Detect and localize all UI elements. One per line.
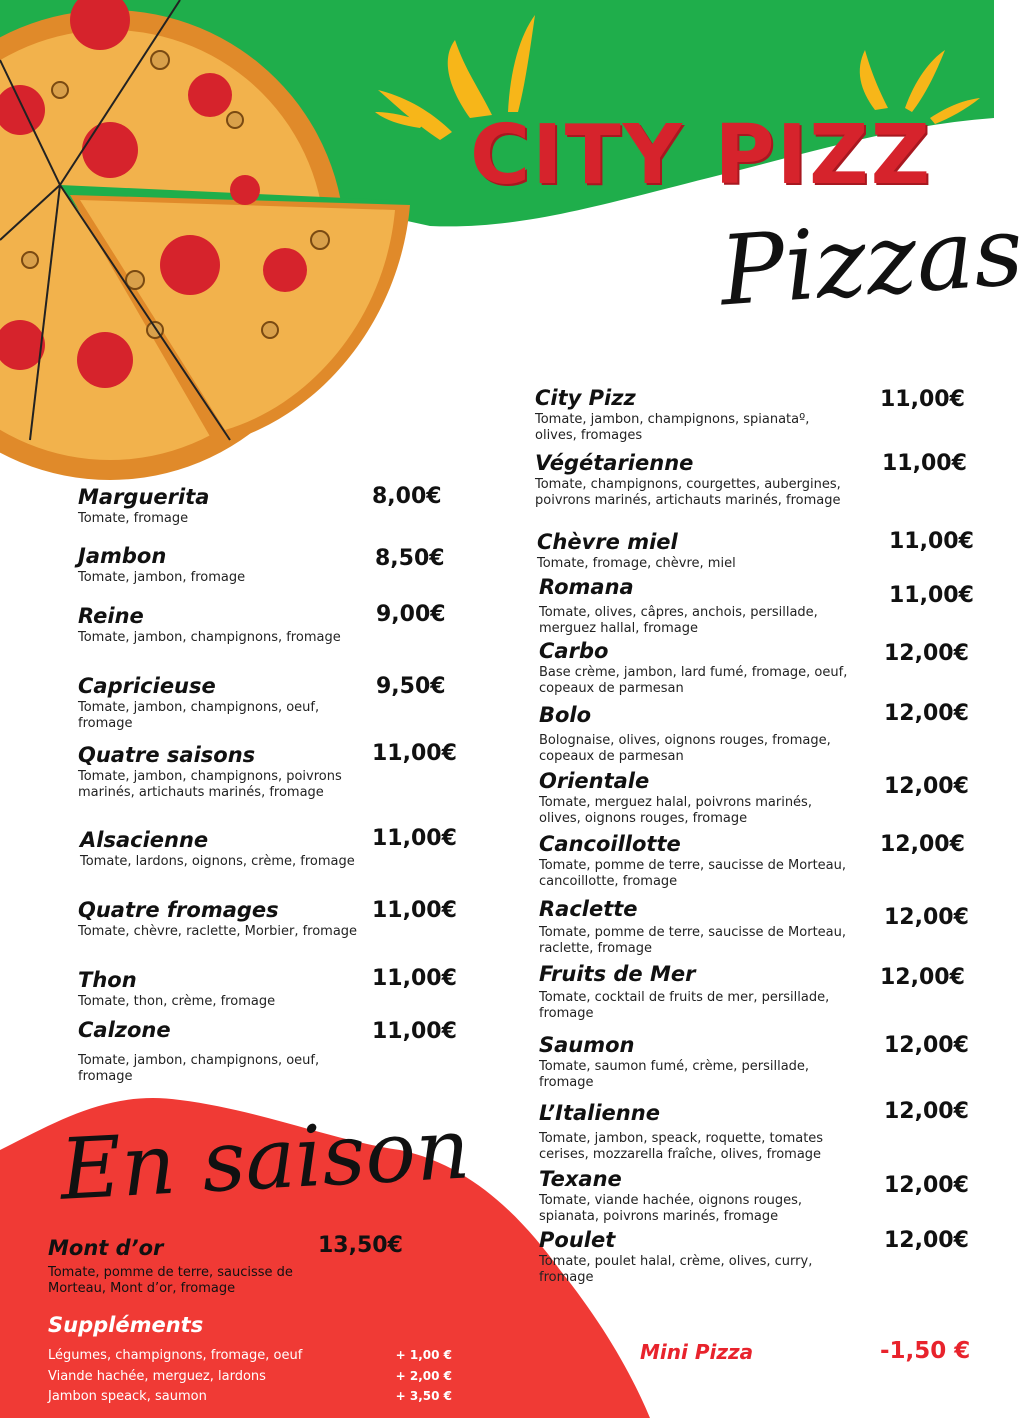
item-price: 12,00€	[884, 1173, 969, 1198]
supplement-label: Légumes, champignons, fromage, oeuf	[48, 1348, 303, 1363]
menu-item	[80, 827, 360, 870]
item-desc: Tomate, pomme de terre, saucisse de Morteau, Mont d’or, fromage	[48, 1265, 293, 1296]
item-desc: Tomate, pomme de terre, saucisse de Morteau, cancoillotte, fromage	[539, 858, 846, 889]
item-desc: Tomate, jambon, champignons, oeuf, fromage	[78, 700, 320, 731]
item-price: 9,50€	[376, 674, 446, 699]
menu-item	[535, 385, 845, 444]
supplement-row	[48, 1348, 452, 1363]
supplement-price: + 2,00 €	[395, 1369, 452, 1383]
item-desc: Tomate, jambon, champignons, spianataº, olives, fromages	[535, 412, 810, 443]
item-desc: Tomate, champignons, courgettes, aubergines, poivrons marinés, artichauts marinés, fromage	[535, 477, 841, 508]
item-name: Mont d’or	[48, 1236, 164, 1260]
supplements-title: Suppléments	[48, 1313, 204, 1337]
item-name: Quatre saisons	[78, 743, 256, 767]
item-price: 12,00€	[884, 774, 969, 799]
item-desc: Tomate, cocktail de fruits de mer, persillade, fromage	[539, 990, 830, 1021]
item-desc: Tomate, lardons, oignons, crème, fromage	[80, 854, 355, 869]
item-name: Capricieuse	[78, 674, 216, 698]
item-name: Thon	[78, 968, 137, 992]
item-desc: Tomate, jambon, fromage	[78, 570, 246, 585]
menu-item	[78, 742, 358, 801]
item-name: Reine	[78, 604, 144, 628]
item-name: Orientale	[539, 769, 650, 793]
item-name: Calzone	[78, 1018, 171, 1042]
season-item	[48, 1235, 338, 1297]
item-desc: Base crème, jambon, lard fumé, fromage, oeuf, copeaux de parmesan	[539, 665, 848, 696]
item-name: Romana	[539, 575, 634, 599]
subtitle: Pizzas	[716, 194, 1027, 328]
item-desc: Tomate, poulet halal, crème, olives, curry, fromage	[539, 1254, 813, 1285]
menu-item	[537, 529, 847, 572]
menu-item	[539, 1100, 849, 1163]
item-desc: Tomate, jambon, champignons, oeuf, fromage	[78, 1053, 320, 1084]
item-price: 12,00€	[884, 1033, 969, 1058]
item-name: Carbo	[539, 639, 609, 663]
item-price: 8,50€	[375, 546, 445, 571]
item-name: Bolo	[539, 703, 592, 727]
menu-item	[78, 484, 358, 527]
menu-item	[539, 574, 849, 637]
item-name: City Pizz	[535, 386, 636, 410]
item-price: 11,00€	[372, 826, 457, 851]
menu-item	[539, 768, 849, 827]
item-price: 12,00€	[880, 832, 965, 857]
item-name: Poulet	[539, 1228, 616, 1252]
menu-item	[78, 897, 358, 940]
item-price: 11,00€	[880, 387, 965, 412]
item-name: Chèvre miel	[537, 530, 678, 554]
item-price: 11,00€	[889, 529, 974, 554]
item-desc: Tomate, fromage, chèvre, miel	[537, 556, 736, 571]
supplement-label: Viande hachée, merguez, lardons	[48, 1369, 266, 1384]
menu-item	[539, 831, 849, 890]
supplement-row	[48, 1389, 452, 1404]
item-desc: Tomate, pomme de terre, saucisse de Morteau, raclette, fromage	[539, 925, 846, 956]
item-desc: Tomate, merguez halal, poivrons marinés, olives, oignons rouges, fromage	[539, 795, 812, 826]
item-desc: Tomate, jambon, speack, roquette, tomates cerises, mozzarella fraîche, olives, fromage	[539, 1131, 824, 1162]
supplement-label: Jambon speack, saumon	[48, 1389, 207, 1404]
menu-item	[535, 450, 845, 509]
item-name: L’Italienne	[539, 1101, 660, 1125]
item-name: Marguerita	[78, 485, 210, 509]
menu-item	[78, 603, 358, 646]
item-price: 12,00€	[884, 905, 969, 930]
item-price: 8,00€	[372, 484, 442, 509]
item-name: Alsacienne	[80, 828, 209, 852]
item-price: 12,00€	[884, 701, 969, 726]
item-name: Texane	[539, 1167, 622, 1191]
item-desc: Tomate, olives, câpres, anchois, persillade, merguez hallal, fromage	[539, 605, 818, 636]
item-desc: Tomate, thon, crème, fromage	[78, 994, 276, 1009]
item-desc: Tomate, chèvre, raclette, Morbier, fromage	[78, 924, 358, 939]
menu-item	[78, 1017, 358, 1085]
brand-title: CITY PIZZ	[470, 108, 933, 203]
item-price: 12,00€	[880, 965, 965, 990]
item-price: 11,00€	[372, 741, 457, 766]
mini-pizza-price: -1,50 €	[880, 1338, 971, 1364]
item-desc: Tomate, fromage	[78, 511, 189, 526]
menu-item	[539, 702, 849, 765]
supplement-price: + 1,00 €	[395, 1348, 452, 1362]
item-price: 12,00€	[884, 641, 969, 666]
menu-item	[78, 543, 358, 586]
item-name: Jambon	[78, 544, 167, 568]
season-price: 13,50€	[318, 1233, 403, 1258]
item-price: 11,00€	[372, 966, 457, 991]
item-desc: Tomate, jambon, champignons, poivrons marinés, artichauts marinés, fromage	[78, 769, 342, 800]
menu-item	[78, 673, 358, 732]
menu-item	[539, 1166, 849, 1225]
item-desc: Tomate, saumon fumé, crème, persillade, fromage	[539, 1059, 810, 1090]
menu-item	[539, 638, 849, 697]
supplement-price: + 3,50 €	[395, 1389, 452, 1403]
item-desc: Bolognaise, olives, oignons rouges, fromage, copeaux de parmesan	[539, 733, 831, 764]
item-desc: Tomate, jambon, champignons, fromage	[78, 630, 341, 645]
supplement-row	[48, 1369, 452, 1384]
item-price: 11,00€	[372, 1019, 457, 1044]
item-price: 11,00€	[889, 583, 974, 608]
item-name: Saumon	[539, 1033, 635, 1057]
item-name: Raclette	[539, 897, 638, 921]
item-name: Cancoillotte	[539, 832, 681, 856]
item-desc: Tomate, viande hachée, oignons rouges, spianata, poivrons marinés, fromage	[539, 1193, 802, 1224]
item-price: 9,00€	[376, 602, 446, 627]
item-price: 11,00€	[882, 451, 967, 476]
menu-item	[539, 961, 849, 1022]
item-name: Végétarienne	[535, 451, 694, 475]
mini-pizza-label: Mini Pizza	[640, 1340, 754, 1364]
menu-item	[539, 1032, 849, 1091]
menu-item	[539, 1227, 849, 1286]
menu-item	[78, 967, 358, 1010]
item-price: 12,00€	[884, 1099, 969, 1124]
season-title: En saison	[57, 1099, 473, 1219]
item-price: 12,00€	[884, 1228, 969, 1253]
menu-item	[539, 896, 849, 957]
item-name: Quatre fromages	[78, 898, 279, 922]
item-name: Fruits de Mer	[539, 962, 696, 986]
item-price: 11,00€	[372, 898, 457, 923]
